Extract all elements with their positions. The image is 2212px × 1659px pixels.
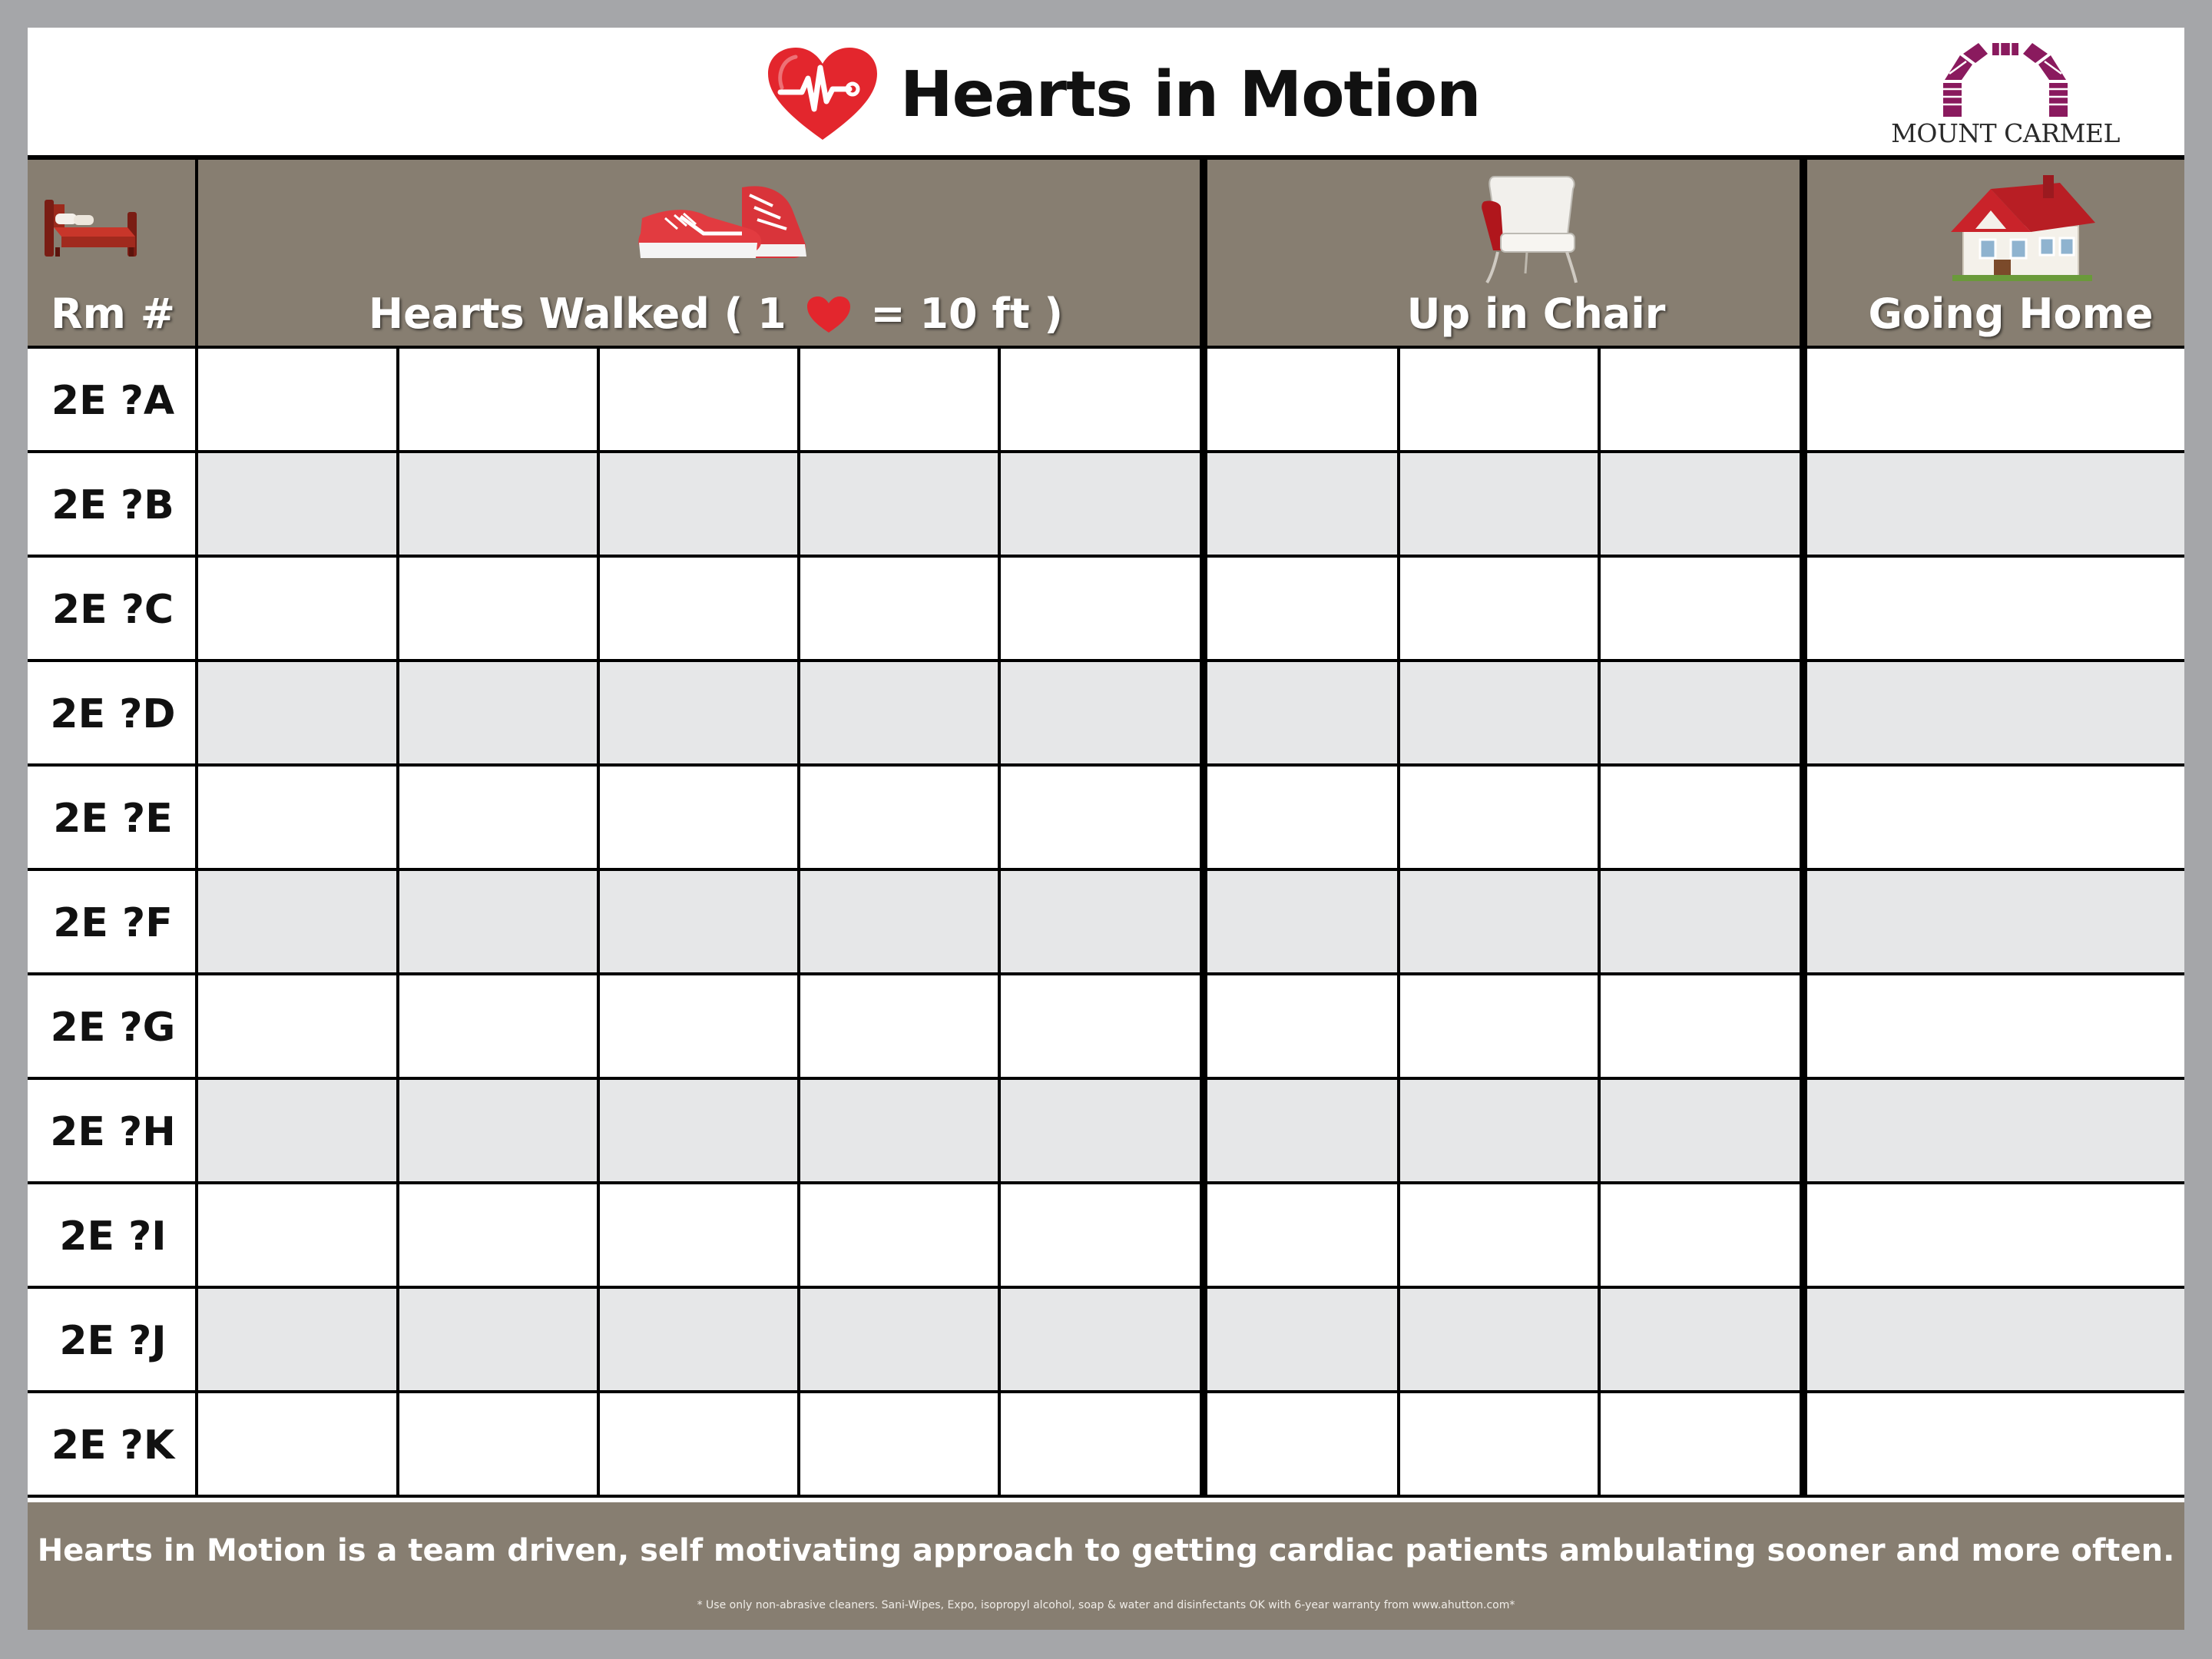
going-home-cell[interactable] — [1807, 1289, 2184, 1393]
walked-label-prefix: Hearts Walked ( 1 — [368, 290, 786, 338]
hearts-walked-cell[interactable] — [398, 662, 598, 767]
hearts-walked-cell[interactable] — [598, 871, 799, 975]
up-in-chair-cell[interactable] — [1399, 767, 1599, 871]
hearts-walked-cell[interactable] — [398, 871, 598, 975]
up-in-chair-cell[interactable] — [1399, 1184, 1599, 1289]
hearts-walked-cell[interactable] — [198, 662, 398, 767]
hearts-walked-cell[interactable] — [598, 349, 799, 453]
hearts-walked-cell[interactable] — [198, 975, 398, 1080]
column-header-chair — [1241, 160, 1831, 346]
footer-description: Hearts in Motion is a team driven, self motivating approach to getting cardiac patients ambulating sooner and more often. — [37, 1533, 2175, 1568]
up-in-chair-cell[interactable] — [1207, 1184, 1399, 1289]
hearts-walked-cell[interactable] — [398, 1289, 598, 1393]
hearts-walked-cell[interactable] — [598, 453, 799, 558]
up-in-chair-cell[interactable] — [1207, 1289, 1399, 1393]
up-in-chair-cell[interactable] — [1399, 1289, 1599, 1393]
table-row — [28, 349, 2184, 453]
up-in-chair-cell[interactable] — [1207, 558, 1399, 662]
up-in-chair-cell[interactable] — [1207, 975, 1399, 1080]
column-label-home: Going Home — [1868, 290, 2154, 338]
hearts-walked-cell[interactable] — [198, 1184, 398, 1289]
column-divider — [797, 349, 800, 1498]
hearts-walked-cell[interactable] — [799, 1080, 999, 1184]
hearts-walked-cell[interactable] — [598, 1289, 799, 1393]
room-number: 2E ?F — [28, 871, 198, 975]
hearts-walked-cell[interactable] — [198, 453, 398, 558]
up-in-chair-cell[interactable] — [1399, 558, 1599, 662]
table-row — [28, 453, 2184, 558]
up-in-chair-cell[interactable] — [1207, 1080, 1399, 1184]
up-in-chair-cell[interactable] — [1599, 662, 1800, 767]
row-divider — [28, 1077, 2184, 1080]
going-home-cell[interactable] — [1807, 453, 2184, 558]
going-home-cell[interactable] — [1807, 975, 2184, 1080]
going-home-cell[interactable] — [1807, 767, 2184, 871]
title-group — [765, 45, 1481, 144]
column-divider — [1397, 349, 1400, 1498]
up-in-chair-cell[interactable] — [1207, 1393, 1399, 1498]
row-divider — [28, 1390, 2184, 1393]
up-in-chair-cell[interactable] — [1399, 1393, 1599, 1498]
column-header-row — [28, 160, 2184, 346]
bed-icon — [41, 183, 141, 260]
row-divider — [28, 450, 2184, 453]
up-in-chair-cell[interactable] — [1599, 558, 1800, 662]
hearts-walked-cell[interactable] — [598, 1393, 799, 1498]
column-divider — [195, 160, 198, 1498]
table-row — [28, 871, 2184, 975]
table-row — [28, 662, 2184, 767]
up-in-chair-cell[interactable] — [1207, 871, 1399, 975]
up-in-chair-cell[interactable] — [1599, 453, 1800, 558]
row-divider — [28, 972, 2184, 975]
room-number: 2E ?H — [28, 1080, 198, 1184]
up-in-chair-cell[interactable] — [1599, 1184, 1800, 1289]
footer-care-note: * Use only non-abrasive cleaners. Sani-Wipes, Expo, isopropyl alcohol, soap & water and disinfectants OK with 6-year warranty from www.ahutton.com* — [697, 1599, 1515, 1611]
up-in-chair-cell[interactable] — [1399, 662, 1599, 767]
column-divider — [1598, 349, 1601, 1498]
hearts-walked-cell[interactable] — [198, 1289, 398, 1393]
group-divider — [1200, 160, 1207, 1498]
column-divider — [396, 349, 399, 1498]
going-home-cell[interactable] — [1807, 662, 2184, 767]
room-number: 2E ?A — [28, 349, 198, 453]
up-in-chair-cell[interactable] — [1599, 1393, 1800, 1498]
header-row-divider — [28, 346, 2184, 349]
up-in-chair-cell[interactable] — [1599, 1080, 1800, 1184]
going-home-cell[interactable] — [1807, 1393, 2184, 1498]
up-in-chair-cell[interactable] — [1207, 453, 1399, 558]
column-header-home — [1837, 160, 2184, 346]
column-header-room — [28, 160, 198, 346]
page-title: Hearts in Motion — [900, 58, 1481, 131]
house-icon — [1945, 169, 2098, 284]
hearts-walked-cell[interactable] — [598, 975, 799, 1080]
logo-arch-icon — [1940, 43, 2071, 117]
column-header-walked — [198, 160, 1233, 346]
up-in-chair-cell[interactable] — [1207, 349, 1399, 453]
room-number: 2E ?D — [28, 662, 198, 767]
hearts-walked-cell[interactable] — [398, 767, 598, 871]
hearts-walked-cell[interactable] — [398, 975, 598, 1080]
table-row — [28, 1184, 2184, 1289]
hearts-walked-cell[interactable] — [799, 767, 999, 871]
hearts-walked-cell[interactable] — [999, 1080, 1200, 1184]
hearts-walked-cell[interactable] — [198, 558, 398, 662]
hearts-walked-cell[interactable] — [598, 1184, 799, 1289]
table-row — [28, 767, 2184, 871]
hearts-walked-cell[interactable] — [999, 871, 1200, 975]
column-label-chair: Up in Chair — [1406, 290, 1666, 338]
armchair-icon — [1481, 171, 1581, 286]
hearts-walked-cell[interactable] — [398, 1080, 598, 1184]
hearts-walked-cell[interactable] — [999, 767, 1200, 871]
column-label-room: Rm # — [51, 290, 175, 338]
group-divider — [1800, 160, 1807, 1498]
table-row — [28, 1080, 2184, 1184]
row-divider — [28, 659, 2184, 662]
hearts-walked-cell[interactable] — [999, 1184, 1200, 1289]
hearts-walked-cell[interactable] — [799, 453, 999, 558]
hearts-walked-cell[interactable] — [398, 453, 598, 558]
hearts-walked-cell[interactable] — [799, 975, 999, 1080]
board-footer — [28, 1502, 2184, 1630]
hearts-walked-cell[interactable] — [799, 349, 999, 453]
up-in-chair-cell[interactable] — [1207, 767, 1399, 871]
up-in-chair-cell[interactable] — [1399, 975, 1599, 1080]
hearts-walked-cell[interactable] — [198, 1080, 398, 1184]
room-number: 2E ?B — [28, 453, 198, 558]
logo-text: MOUNT CARMEL — [1891, 118, 2120, 148]
hearts-walked-cell[interactable] — [598, 662, 799, 767]
sneakers-icon — [634, 172, 813, 272]
hearts-walked-cell[interactable] — [198, 1393, 398, 1498]
hearts-walked-cell[interactable] — [999, 662, 1200, 767]
hearts-walked-cell[interactable] — [799, 558, 999, 662]
column-label-walked — [198, 290, 1233, 338]
heart-icon — [806, 296, 852, 334]
row-divider — [28, 763, 2184, 767]
room-number: 2E ?K — [28, 1393, 198, 1498]
tracking-board — [28, 28, 2184, 1630]
going-home-cell[interactable] — [1807, 871, 2184, 975]
up-in-chair-cell[interactable] — [1599, 871, 1800, 975]
table-row — [28, 1393, 2184, 1498]
hearts-walked-cell[interactable] — [999, 1289, 1200, 1393]
up-in-chair-cell[interactable] — [1399, 1080, 1599, 1184]
hearts-walked-cell[interactable] — [398, 1184, 598, 1289]
room-number: 2E ?E — [28, 767, 198, 871]
row-divider — [28, 1286, 2184, 1289]
mount-carmel-logo — [1879, 43, 2132, 151]
hearts-walked-cell[interactable] — [598, 558, 799, 662]
room-number: 2E ?G — [28, 975, 198, 1080]
hearts-walked-cell[interactable] — [398, 1393, 598, 1498]
row-divider — [28, 1495, 2184, 1498]
hearts-walked-cell[interactable] — [999, 453, 1200, 558]
walked-label-suffix: = 10 ft ) — [870, 290, 1064, 338]
up-in-chair-cell[interactable] — [1399, 453, 1599, 558]
hearts-walked-cell[interactable] — [999, 975, 1200, 1080]
row-divider — [28, 555, 2184, 558]
up-in-chair-cell[interactable] — [1599, 975, 1800, 1080]
room-number: 2E ?J — [28, 1289, 198, 1393]
up-in-chair-cell[interactable] — [1399, 349, 1599, 453]
hearts-walked-cell[interactable] — [198, 349, 398, 453]
hearts-walked-cell[interactable] — [999, 1393, 1200, 1498]
table-row — [28, 1289, 2184, 1393]
hearts-walked-cell[interactable] — [398, 558, 598, 662]
hearts-walked-cell[interactable] — [598, 767, 799, 871]
up-in-chair-cell[interactable] — [1599, 767, 1800, 871]
hearts-walked-cell[interactable] — [398, 349, 598, 453]
up-in-chair-cell[interactable] — [1599, 349, 1800, 453]
going-home-cell[interactable] — [1807, 558, 2184, 662]
up-in-chair-cell[interactable] — [1399, 871, 1599, 975]
going-home-cell[interactable] — [1807, 1080, 2184, 1184]
room-number: 2E ?I — [28, 1184, 198, 1289]
column-divider — [597, 349, 600, 1498]
going-home-cell[interactable] — [1807, 1184, 2184, 1289]
hearts-walked-cell[interactable] — [799, 662, 999, 767]
hearts-walked-cell[interactable] — [799, 1289, 999, 1393]
column-divider — [998, 349, 1001, 1498]
table-row — [28, 975, 2184, 1080]
hearts-walked-cell[interactable] — [799, 1393, 999, 1498]
room-number: 2E ?C — [28, 558, 198, 662]
up-in-chair-cell[interactable] — [1207, 662, 1399, 767]
row-divider — [28, 1181, 2184, 1184]
up-in-chair-cell[interactable] — [1599, 1289, 1800, 1393]
going-home-cell[interactable] — [1807, 349, 2184, 453]
hearts-walked-cell[interactable] — [598, 1080, 799, 1184]
table-row — [28, 558, 2184, 662]
hearts-walked-cell[interactable] — [198, 767, 398, 871]
hearts-walked-cell[interactable] — [198, 871, 398, 975]
row-divider — [28, 868, 2184, 871]
heart-ekg-icon — [765, 45, 880, 144]
hearts-walked-cell[interactable] — [799, 871, 999, 975]
hearts-walked-cell[interactable] — [799, 1184, 999, 1289]
hearts-walked-cell[interactable] — [999, 558, 1200, 662]
board-header — [28, 28, 2184, 155]
hearts-walked-cell[interactable] — [999, 349, 1200, 453]
